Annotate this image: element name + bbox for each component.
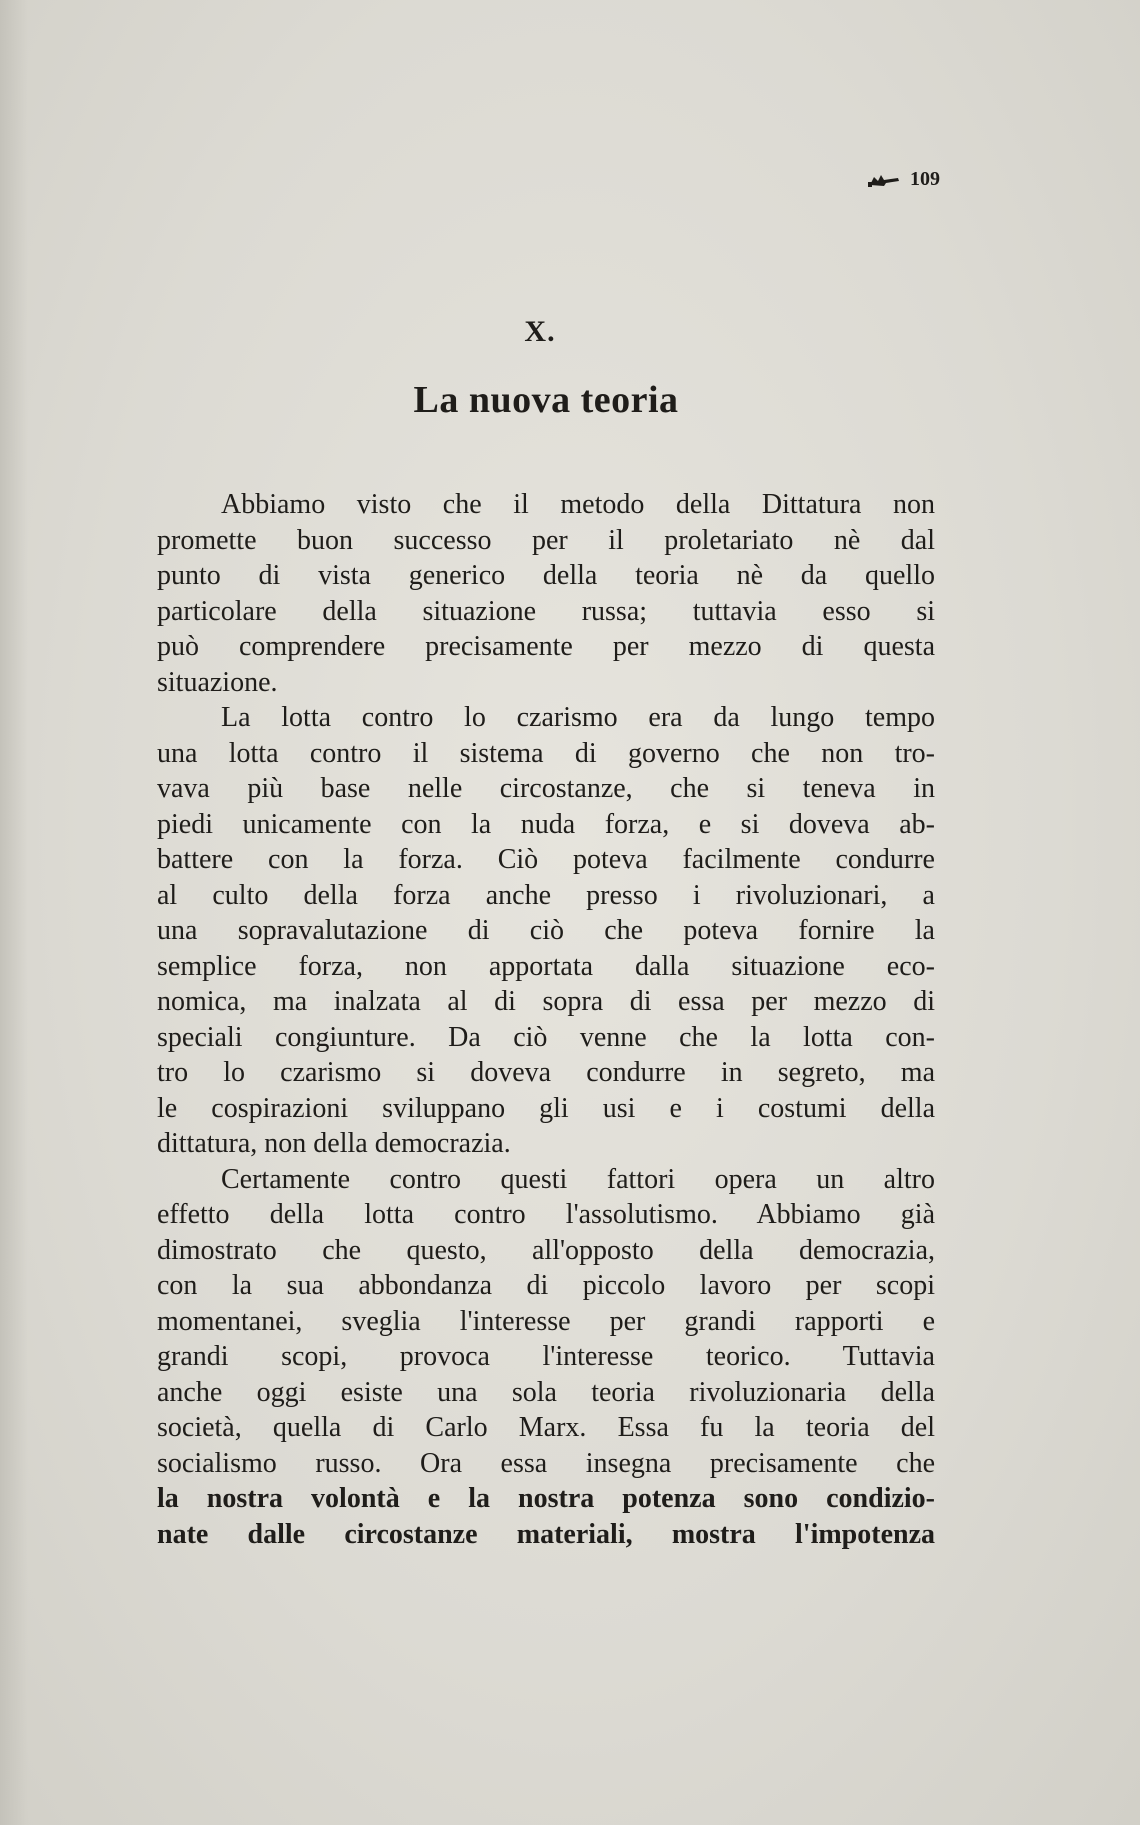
page-header bbox=[868, 168, 940, 191]
text-line: grandi scopi, provoca l'interesse teorico. Tuttavia bbox=[157, 1341, 935, 1372]
text-line: La lotta contro lo czarismo era da lungo tempo bbox=[221, 702, 935, 733]
text-line: momentanei, sveglia l'interesse per grandi rapporti e bbox=[157, 1305, 935, 1337]
text-line: Abbiamo visto che il metodo della Dittatura non bbox=[221, 489, 935, 520]
body-text bbox=[157, 487, 935, 1552]
text-line: le cospirazioni sviluppano gli usi e i costumi della bbox=[157, 1092, 935, 1124]
text-line: Certamente contro questi fattori opera un altro bbox=[221, 1163, 935, 1195]
chapter-title: La nuova teoria bbox=[413, 379, 679, 421]
text-line: anche oggi esiste una sola teoria rivoluzionaria della bbox=[157, 1376, 935, 1408]
text-line: particolare della situazione russa; tuttavia esso si bbox=[157, 595, 935, 627]
text-line: effetto della lotta contro l'assolutismo. Abbiamo già bbox=[157, 1199, 935, 1230]
text-line: con la sua abbondanza di piccolo lavoro per scopi bbox=[157, 1270, 935, 1301]
text-line: tro lo czarismo si doveva condurre in segreto, ma bbox=[157, 1057, 935, 1088]
text-line: nate dalle circostanze materiali, mostra l'impotenza bbox=[157, 1518, 935, 1550]
text-line: può comprendere precisamente per mezzo di questa bbox=[157, 631, 935, 662]
text-line: la nostra volontà e la nostra potenza sono condizio- bbox=[157, 1483, 935, 1514]
text-line: socialismo russo. Ora essa insegna precisamente che bbox=[157, 1447, 935, 1479]
text-line: vava più base nelle circostanze, che si teneva in bbox=[157, 773, 935, 804]
text-line: semplice forza, non apportata dalla situazione eco- bbox=[157, 950, 935, 982]
text-line: una sopravalutazione di ciò che poteva fornire la bbox=[157, 915, 935, 946]
text-line: al culto della forza anche presso i rivoluzionari, a bbox=[157, 879, 935, 911]
chapter-number: X. bbox=[524, 315, 556, 348]
text-line: promette buon successo per il proletariato nè dal bbox=[157, 524, 935, 556]
page-number: 109 bbox=[910, 168, 940, 190]
text-line: situazione. bbox=[157, 666, 278, 698]
text-line: punto di vista generico della teoria nè da quello bbox=[157, 560, 935, 591]
text-line: società, quella di Carlo Marx. Essa fu la teoria del bbox=[157, 1412, 935, 1443]
text-line: speciali congiunture. Da ciò venne che la lotta con- bbox=[157, 1021, 935, 1053]
text-line: battere con la forza. Ciò poteva facilmente condurre bbox=[157, 844, 935, 875]
pointing-hand-icon bbox=[868, 172, 902, 188]
text-line: piedi unicamente con la nuda forza, e si doveva ab- bbox=[157, 808, 935, 840]
text-line: una lotta contro il sistema di governo che non tro- bbox=[157, 737, 935, 769]
text-line: dittatura, non della democrazia. bbox=[157, 1128, 511, 1159]
text-line: dimostrato che questo, all'opposto della democrazia, bbox=[157, 1234, 935, 1266]
text-line: nomica, ma inalzata al di sopra di essa per mezzo di bbox=[157, 986, 935, 1017]
